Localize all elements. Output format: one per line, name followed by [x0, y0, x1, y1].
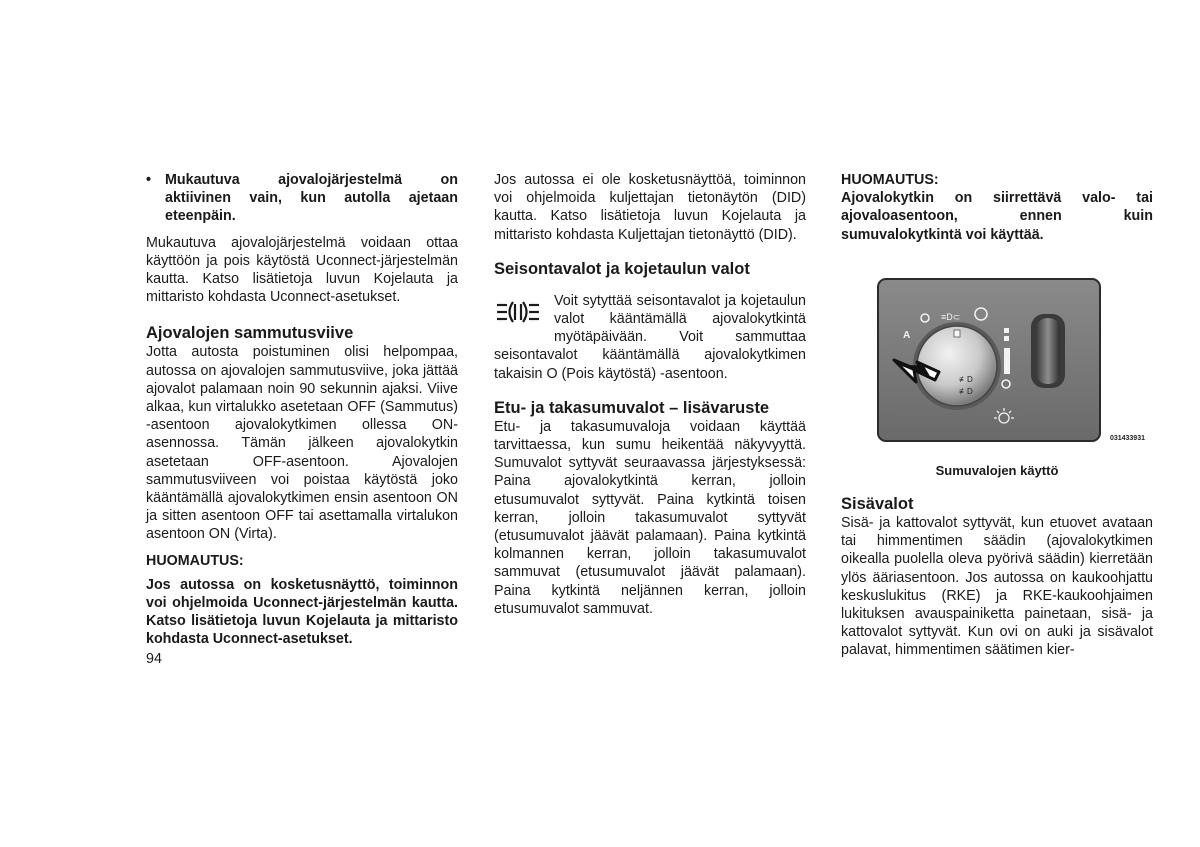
- bullet-text: Mukautuva ajovalojärjestelmä on aktiivinen vain, kun autolla ajetaan eteenpäin.: [165, 172, 458, 225]
- paragraph-fog-lights: Etu- ja takasumuvaloja voidaan käyttää tarvittaessa, kun sumu heikentää näkyvyyttä. Sumuvalot syttyvät seuraavassa järjestyksessä: Paina ajovalokytkintä kerran, jolloin etusumuvalot syttyvät. Paina kytkintä toisen kerran, jolloin takasumuvalot syttyvät (etusumuvalot jäävät palamaan). Paina kytkintä kolmannen kerran, jolloin takasumuvalot sammuvat (etusumuvalot jäävät palamaan). Paina kytkintä neljännen kerran, jolloin etusumuvalot sammuvat.: [494, 418, 806, 617]
- svg-text:≢D: ≢D: [959, 374, 973, 384]
- headlight-switch-illustration: [877, 278, 1149, 448]
- column-left: [146, 171, 458, 649]
- paragraph-adaptive-lighting: Mukautuva ajovalojärjestelmä voidaan ottaa käyttöön ja pois käytöstä Uconnect-järjestelmän kautta. Katso lisätietoja luvun Kojelauta ja mittaristo kohdasta Uconnect-asetukset.: [146, 234, 458, 306]
- page-number: 94: [146, 651, 162, 667]
- svg-text:≡D⊂: ≡D⊂: [941, 311, 961, 322]
- paragraph-did: Jos autossa ei ole kosketusnäyttöä, toiminnon voi ohjelmoida kuljettajan tietonäytön (DID) kautta. Katso lisätietoja luvun Kojelauta ja mittaristo kohdasta Kuljettajan tietonäyttö (DID).: [494, 172, 806, 243]
- column-middle: [494, 171, 806, 618]
- parking-lights-block: [494, 292, 806, 383]
- headlight-switch-figure: [877, 278, 1149, 448]
- column-right: [841, 171, 1153, 660]
- note-text: Jos autossa on kosketusnäyttö, toiminnon voi ohjelmoida Uconnect-järjestelmän kautta. Katso lisätietoja luvun Kojelauta ja mittaristo kohdasta Uconnect-asetukset.: [146, 576, 458, 648]
- bullet-item: [146, 171, 458, 226]
- note-text: Ajovalokytkin on siirrettävä valo- tai ajovaloasentoon, ennen kuin sumuvalokytkintä voi käyttää.: [841, 190, 1153, 243]
- paragraph-headlight-delay: Jotta autosta poistuminen olisi helpompaa, autossa on ajovalojen sammutusviive, joka jättää ajovalot palamaan noin 90 sekunnin ajaksi. Viive alkaa, kun virtalukko asetetaan OFF (Sammutus) -asentoon ajovalokytkimen ollessa ON-asennossa. Tämän jälkeen ajovalokytkin asetetaan OFF-asentoon. Ajovalojen sammutusviiveen voi poistaa käytöstä joko kääntämällä ajovalokytkimen ensin asentoon ON ja sitten asentoon OFF tai asettamalla virtalukon asentoon ON (Virta).: [146, 344, 458, 543]
- note-title: HUOMAUTUS:: [841, 172, 939, 188]
- heading-headlight-delay: Ajovalojen sammutusviive: [146, 324, 354, 343]
- figure-code: 031433931: [1109, 434, 1145, 442]
- parking-lights-icon: [494, 294, 542, 330]
- bullet-dot: •: [146, 172, 152, 188]
- svg-text:A: A: [903, 329, 911, 341]
- heading-parking-lights: Seisontavalot ja kojetaulun valot: [494, 259, 750, 278]
- svg-text:≢D: ≢D: [959, 386, 973, 396]
- heading-interior-lights: Sisävalot: [841, 495, 914, 514]
- heading-fog-lights: Etu- ja takasumuvalot – lisävaruste: [494, 398, 770, 417]
- paragraph-parking-lights: Voit sytyttää seisontavalot ja kojetaulun valot kääntämällä ajovalokytkintä myötäpäivään. Voit sammuttaa seisontavalot kääntämällä ajovalokytkimen takaisin O (Pois käytöstä) -asentoon.: [494, 292, 806, 382]
- figure-caption: Sumuvalojen käyttö: [935, 462, 1059, 478]
- note-title: HUOMAUTUS:: [146, 552, 244, 569]
- paragraph-interior-lights: Sisä- ja kattovalot syttyvät, kun etuovet avataan tai himmentimen säädin (ajovalokytkimen oikealla puolella oleva pyörivä säädin) kierretään ylös ääriasentoon. Jos autossa on kaukoohjattu keskuslukitus (RKE) ja RKE-kaukoohjaimen lukituksen avauspainiketta painetaan, sisä- ja kattovalot syttyvät. Kun ovi on auki ja sisävalot palavat, himmentimen säätimen kier-: [841, 515, 1153, 659]
